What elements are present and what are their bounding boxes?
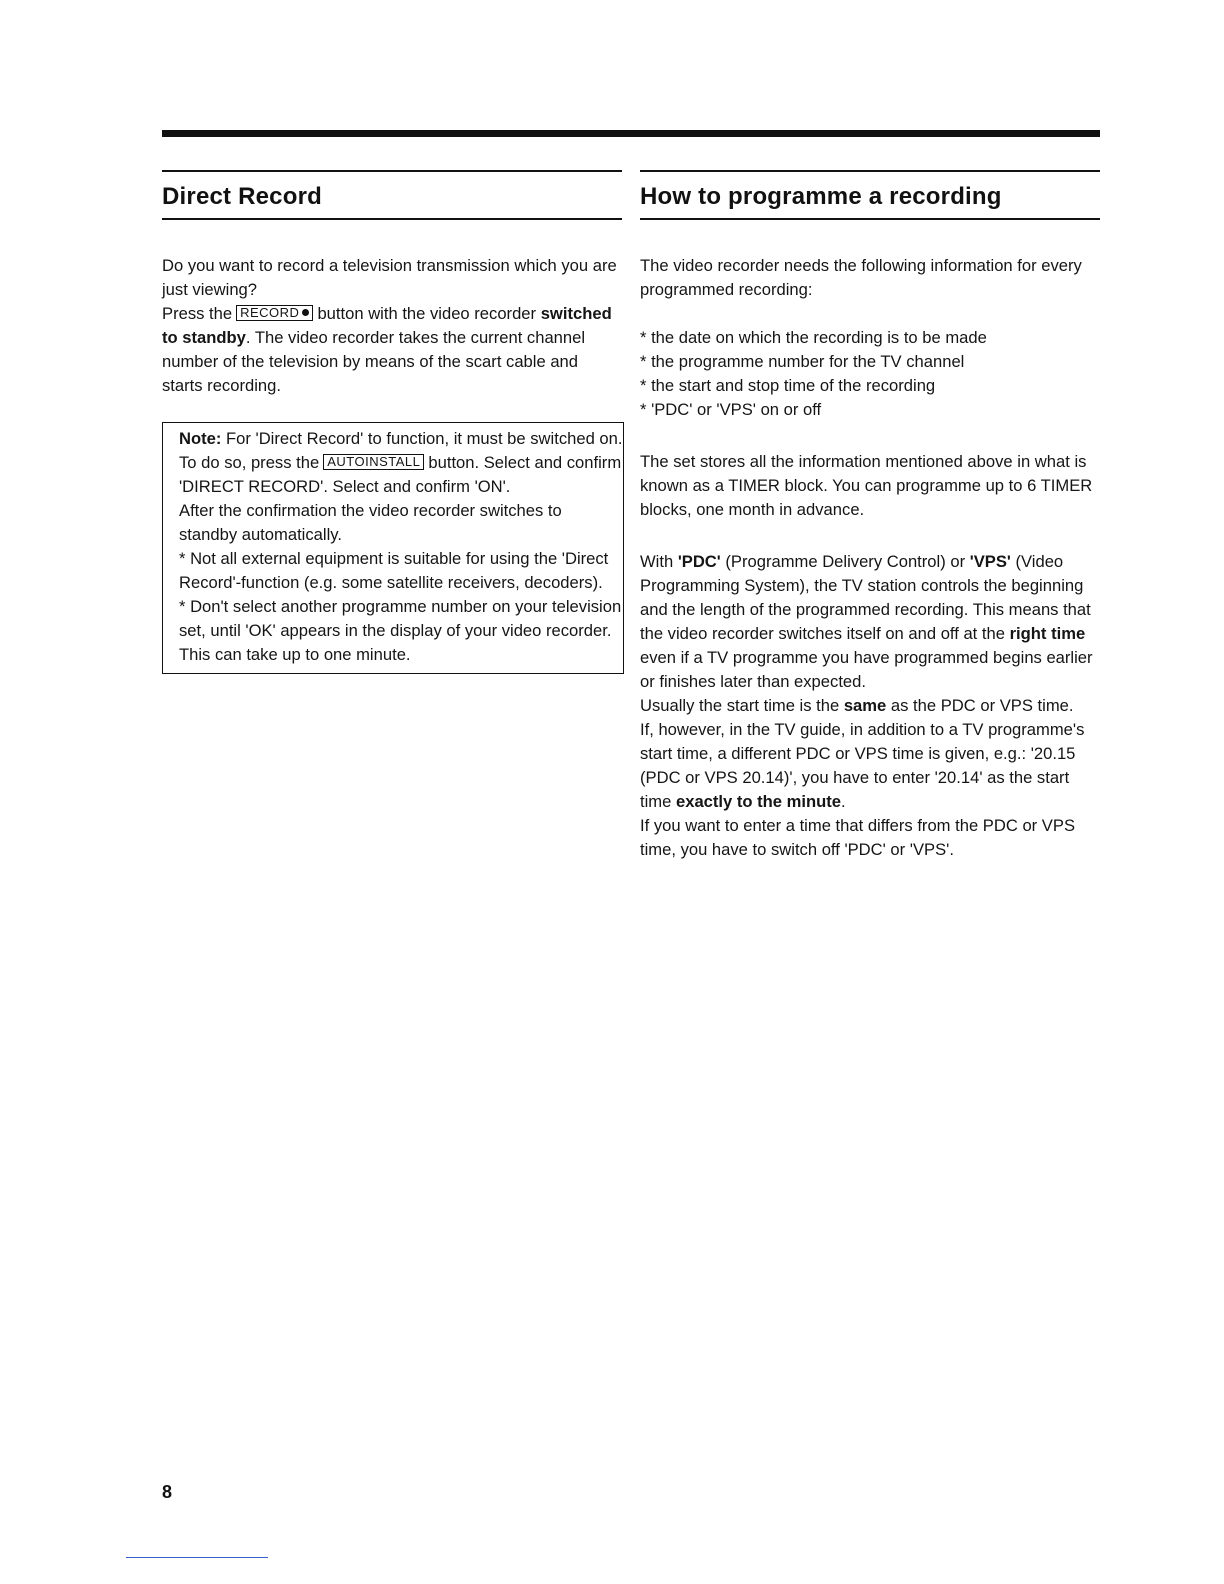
pdc-emphasis: 'PDC'	[677, 552, 721, 571]
however-paragraph	[640, 718, 1100, 814]
spacer	[640, 522, 1100, 550]
same-emphasis: same	[843, 696, 887, 715]
usually-text: Usually the start time is the	[640, 696, 840, 715]
spacer	[640, 302, 1100, 326]
pdc-text: With	[640, 552, 674, 571]
direct-record-question: Do you want to record a television transmission which you are just viewing?	[162, 256, 617, 299]
instruction-text: Press the	[162, 304, 233, 323]
intro-paragraph: The video recorder needs the following information for every programmed recording:	[640, 256, 1082, 299]
usually-text: as the PDC or VPS time.	[890, 696, 1074, 715]
direct-record-section	[162, 170, 622, 674]
vps-emphasis: 'VPS'	[969, 552, 1011, 571]
note-line	[179, 427, 623, 499]
pdc-text: even if a TV programme you have programmed begins earlier or finishes later than expected.	[640, 648, 1093, 691]
programme-recording-section	[640, 170, 1100, 862]
instruction-text: button with the video recorder	[317, 304, 537, 323]
instruction-text: . The video recorder takes the current channel number of the television by means of the scart cable and starts recording.	[162, 328, 586, 395]
page-number: 8	[162, 1482, 173, 1502]
programme-recording-body	[640, 254, 1100, 862]
record-button-label	[236, 305, 313, 321]
top-rule-bar	[162, 130, 1100, 137]
note-line: * Don't select another programme number on your television set, until 'OK' appears in the display of your video recorder. This can take up to one minute.	[179, 597, 622, 664]
requirements-list	[640, 326, 1100, 422]
standby-emphasis: switched to standby	[162, 304, 612, 347]
pdc-text: (Video Programming System), the TV station controls the beginning and the length of the programmed recording. This means that the video recorder switches itself on and off at the	[640, 552, 1091, 643]
note-line: * Not all external equipment is suitable for using the 'Direct Record'-function (e.g. some satellite receivers, decoders).	[179, 549, 609, 592]
direct-record-instruction	[162, 302, 622, 398]
list-item: * the start and stop time of the recording	[640, 376, 936, 395]
note-text: For 'Direct Record' to function, it must be switched on. To do so, press the	[179, 429, 623, 472]
note-line: After the confirmation the video recorder switches to standby automatically.	[179, 501, 562, 544]
list-item: * 'PDC' or 'VPS' on or off	[640, 400, 822, 419]
note-label: Note:	[179, 429, 222, 448]
pdc-text: (Programme Delivery Control) or	[725, 552, 966, 571]
heading-rule-bottom	[640, 218, 1100, 220]
footer-line	[126, 1557, 268, 1558]
right-time-emphasis: right time	[1009, 624, 1086, 643]
timer-paragraph: The set stores all the information mentioned above in what is known as a TIMER block. You can programme up to 6 TIMER blocks, one month in advance.	[640, 452, 1093, 519]
record-dot-icon	[302, 309, 309, 316]
however-text: .	[841, 792, 846, 811]
record-button-text: RECORD	[240, 305, 300, 320]
direct-record-title: Direct Record	[162, 183, 322, 210]
list-item: * the date on which the recording is to be made	[640, 328, 987, 347]
list-item: * the programme number for the TV channel	[640, 352, 965, 371]
autoinstall-button-label: AUTOINSTALL	[323, 454, 424, 470]
note-text: button. Select and confirm 'DIRECT RECORD'. Select and confirm 'ON'.	[179, 453, 622, 496]
heading-rule-bottom	[162, 218, 622, 220]
direct-record-body	[162, 254, 622, 674]
programme-recording-title: How to programme a recording	[640, 183, 1002, 210]
usually-paragraph	[640, 694, 1100, 718]
however-text: If, however, in the TV guide, in addition to a TV programme's start time, a different PDC or VPS time is given, e.g.: '20.15 (PDC or VPS 20.14)', you have to enter '20.14' as the start time	[640, 720, 1085, 811]
note-box	[162, 422, 624, 674]
exact-minute-emphasis: exactly to the minute	[675, 792, 842, 811]
spacer	[640, 422, 1100, 450]
differs-paragraph: If you want to enter a time that differs from the PDC or VPS time, you have to switch off 'PDC' or 'VPS'.	[640, 816, 1076, 859]
pdc-paragraph	[640, 550, 1100, 694]
